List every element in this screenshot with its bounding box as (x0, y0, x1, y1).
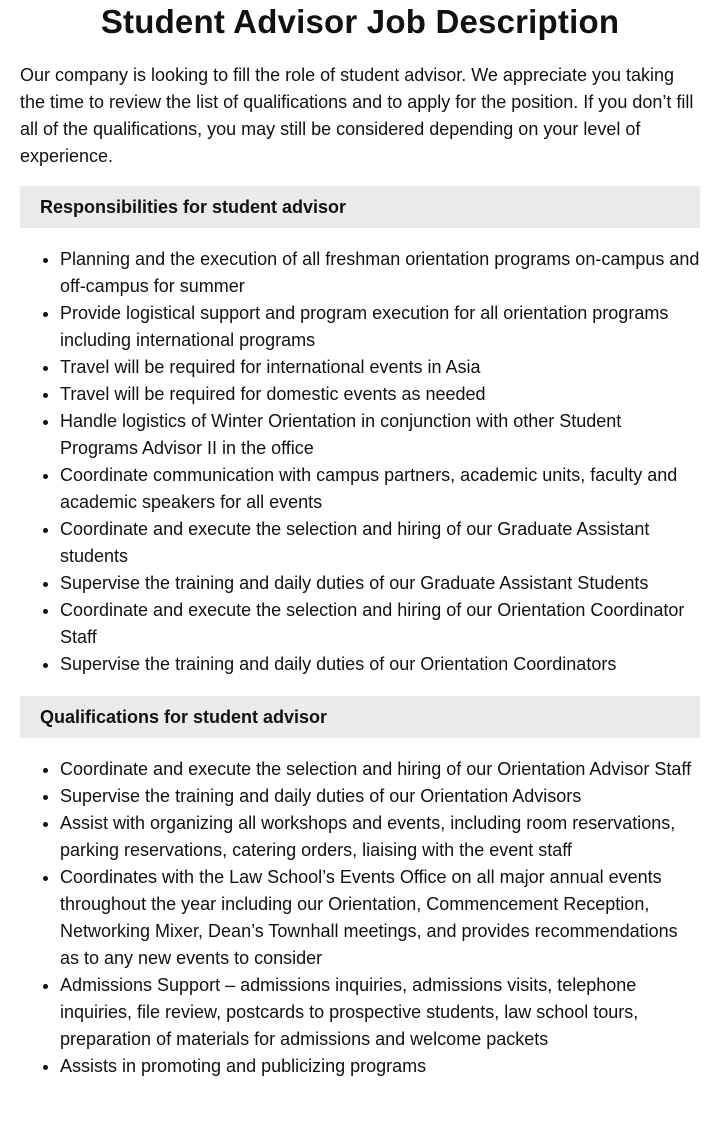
list-item: • Coordinate communication with campus partners, academic units, faculty and academic speakers for all events (60, 462, 700, 516)
list-item: • Handle logistics of Winter Orientation in conjunction with other Student Programs Advisor II in the office (60, 408, 700, 462)
list-item: • Supervise the training and daily duties of our Orientation Advisors (60, 783, 700, 810)
intro-paragraph: Our company is looking to fill the role of student advisor. We appreciate you taking the time to review the list of qualifications and to apply for the position. If you don’t fill all of the qualifications, you may still be considered depending on your level of experience. (20, 65, 694, 166)
list-item: • Assist with organizing all workshops and events, including room reservations, parking reservations, catering orders, liaising with the event staff (60, 810, 700, 864)
list-item: • Coordinates with the Law School’s Events Office on all major annual events throughout the year including our Orientation, Commencement Reception, Networking Mixer, Dean’s Townhall meetings, and provides recommendations as to any new events to consider (60, 864, 700, 972)
page-title: Student Advisor Job Description (100, 3, 620, 40)
list-item: • Supervise the training and daily duties of our Graduate Assistant Students (60, 570, 700, 597)
list-item: • Planning and the execution of all freshman orientation programs on-campus and off-campus for summer (60, 246, 700, 300)
list-item: • Assists in promoting and publicizing programs (60, 1053, 700, 1080)
responsibilities-list (20, 246, 700, 678)
list-item: • Coordinate and execute the selection and hiring of our Orientation Advisor Staff (60, 756, 700, 783)
list-item: • Supervise the training and daily duties of our Orientation Coordinators (60, 651, 700, 678)
list-item: • Travel will be required for international events in Asia (60, 354, 700, 381)
list-item: • Coordinate and execute the selection and hiring of our Graduate Assistant students (60, 516, 700, 570)
qualifications-heading: Qualifications for student advisor (20, 696, 700, 738)
list-item: • Coordinate and execute the selection and hiring of our Orientation Coordinator Staff (60, 597, 700, 651)
responsibilities-section (20, 186, 700, 678)
list-item: • Admissions Support – admissions inquiries, admissions visits, telephone inquiries, file review, postcards to prospective students, law school tours, preparation of materials for admissions and welcome packets (60, 972, 700, 1053)
responsibilities-heading: Responsibilities for student advisor (20, 186, 700, 228)
list-item: • Provide logistical support and program execution for all orientation programs including international programs (60, 300, 700, 354)
qualifications-section (20, 696, 700, 1080)
qualifications-list (20, 756, 700, 1080)
list-item: • Travel will be required for domestic events as needed (60, 381, 700, 408)
